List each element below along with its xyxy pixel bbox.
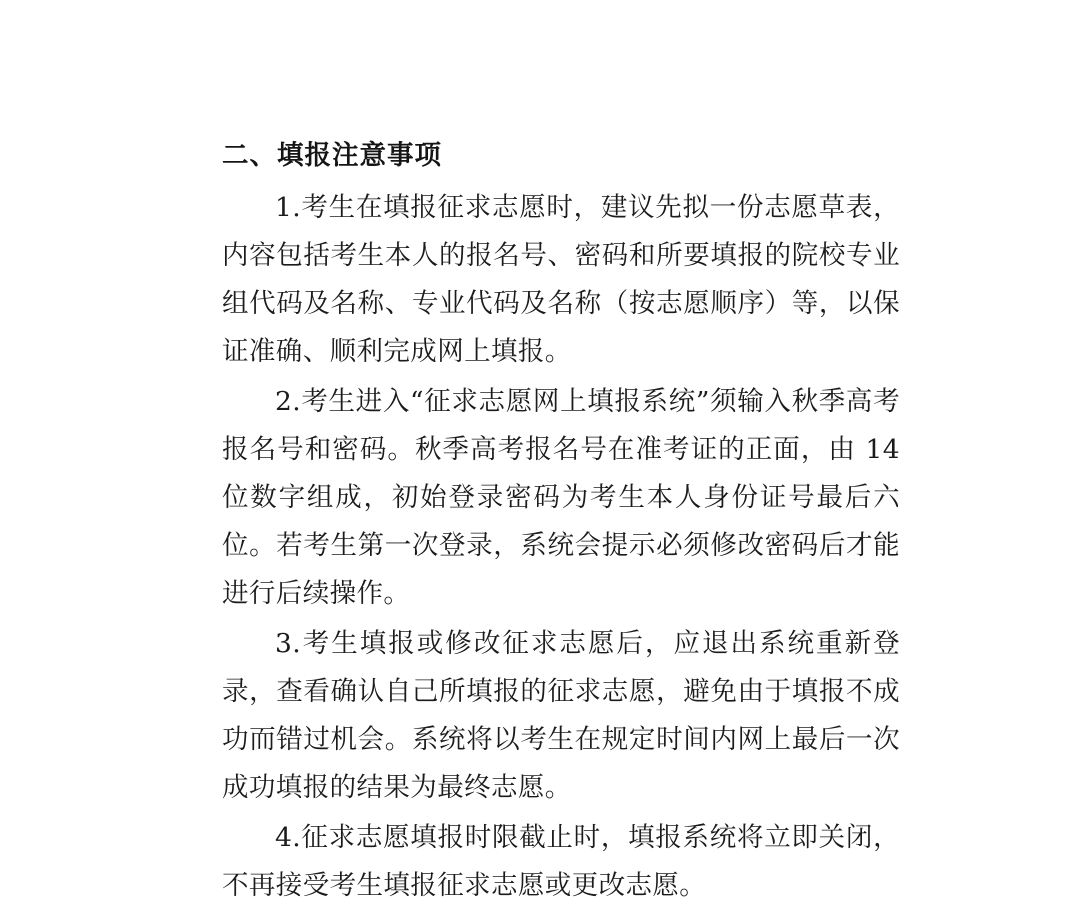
paragraph-2: 2.考生进入“征求志愿网上填报系统”须输入秋季高考报名号和密码。秋季高考报名号在准考证的正面，由 14 位数字组成，初始登录密码为考生本人身份证号最后六位。若考生第一次登录，系统会提示必须修改密码后才能进行后续操作。 [222, 385, 900, 609]
section-heading: 二、填报注意事项 [222, 140, 442, 171]
document-body [222, 140, 900, 910]
paragraph-1: 1.考生在填报征求志愿时，建议先拟一份志愿草表，内容包括考生本人的报名号、密码和所要填报的院校专业组代码及名称、专业代码及名称（按志愿顺序）等，以保证准确、顺利完成网上填报。 [222, 191, 900, 367]
paragraph-3: 3.考生填报或修改征求志愿后，应退出系统重新登录，查看确认自己所填报的征求志愿，避免由于填报不成功而错过机会。系统将以考生在规定时间内网上最后一次成功填报的结果为最终志愿。 [222, 627, 900, 803]
paragraph-4: 4.征求志愿填报时限截止时，填报系统将立即关闭，不再接受考生填报征求志愿或更改志愿。 [222, 821, 900, 901]
